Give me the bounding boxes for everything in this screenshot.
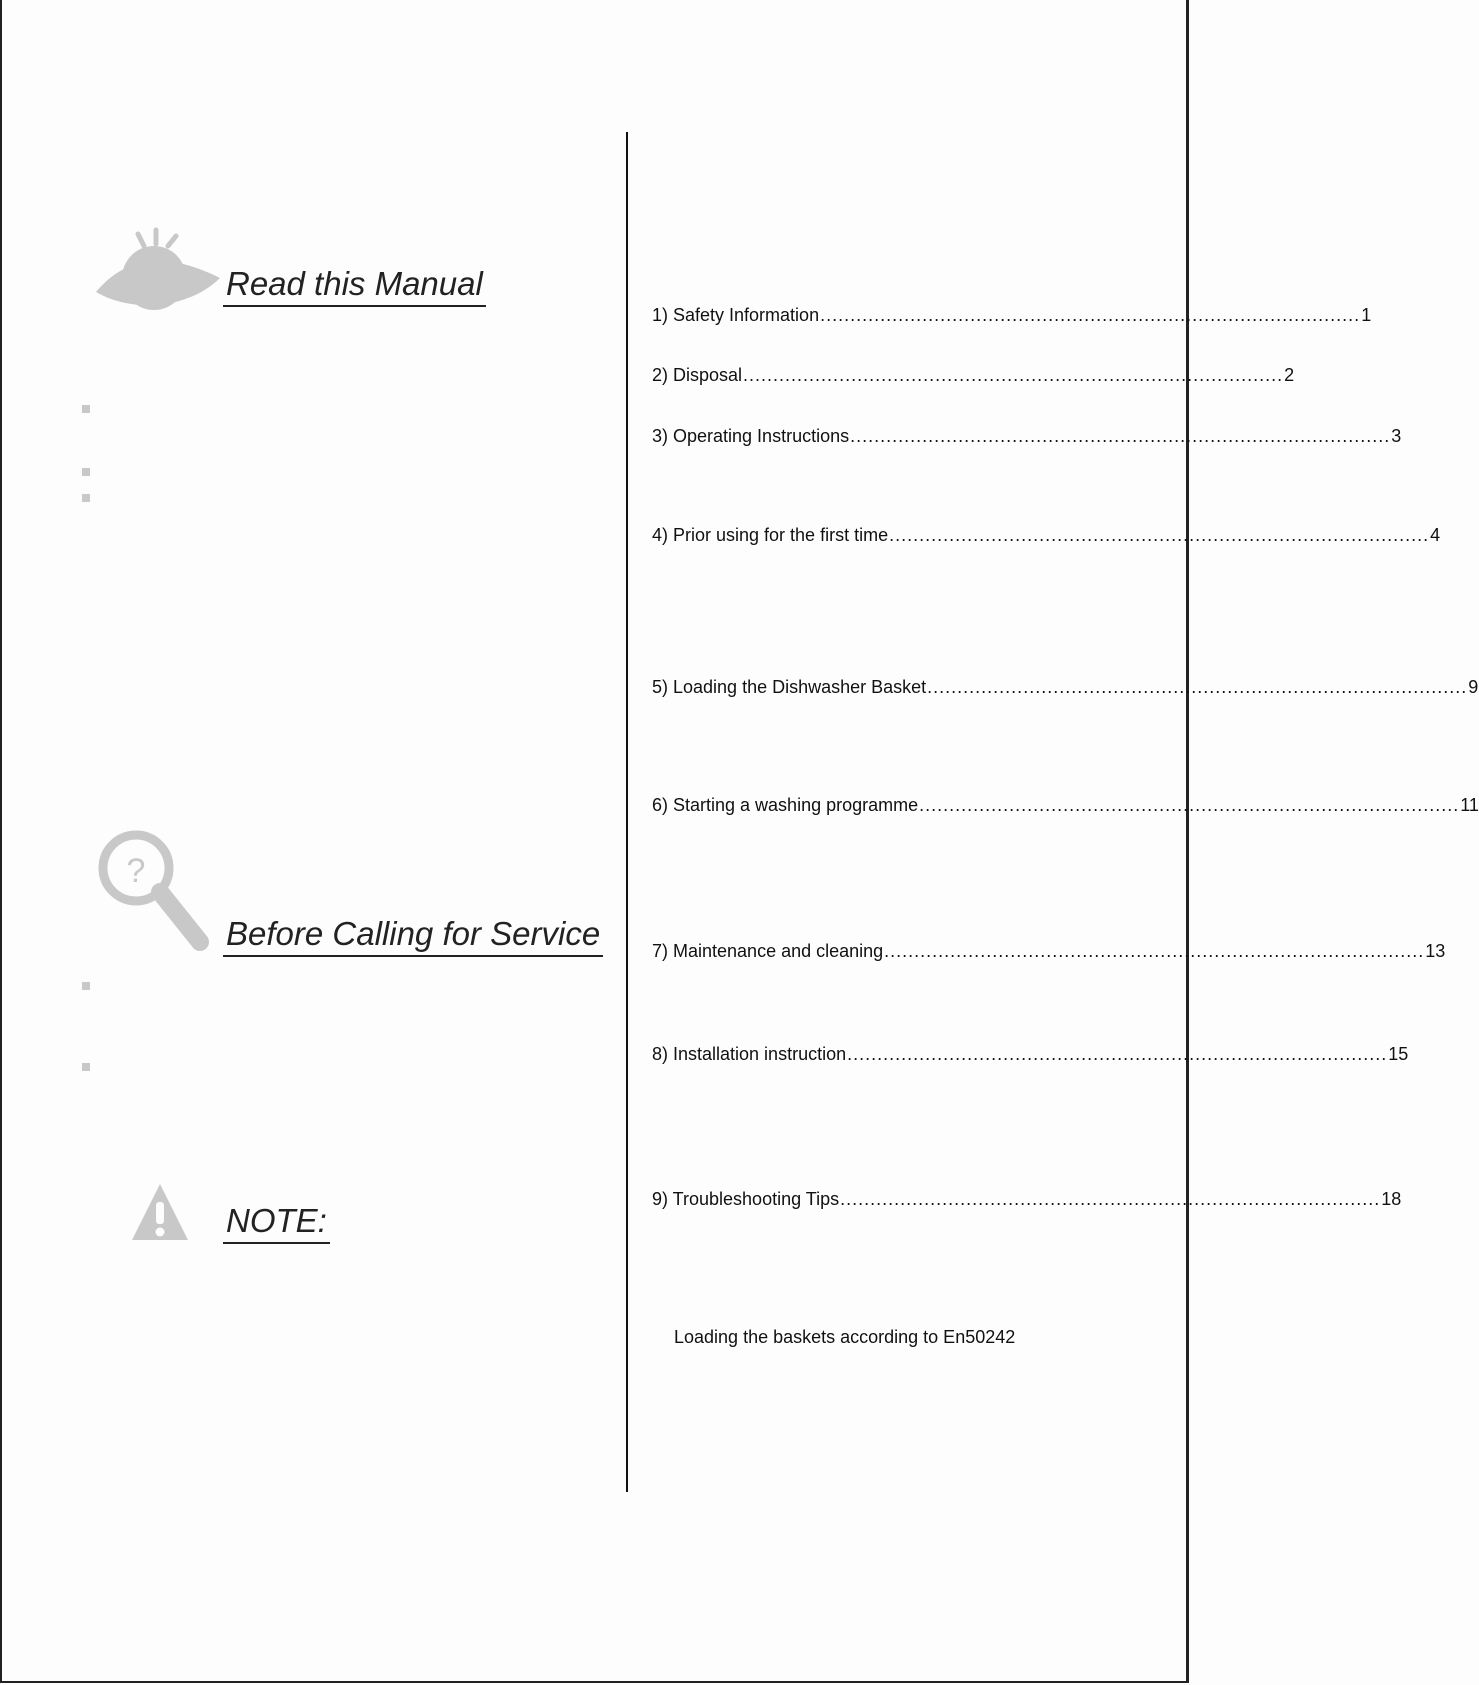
toc-title: 1) Safety Information: [652, 305, 820, 325]
toc-note: Loading the baskets according to En50242: [674, 1327, 1016, 1347]
toc-row: [652, 1186, 1402, 1210]
toc-page: 13: [1425, 941, 1446, 961]
toc-leader: ..........................................................................................: [884, 941, 1425, 961]
toc-title: 6) Starting a washing programme: [652, 795, 919, 815]
bullet-square: [82, 982, 90, 990]
toc-page: 11: [1460, 795, 1479, 815]
read-manual-heading: Read this Manual: [223, 266, 486, 307]
toc-row: [652, 938, 1446, 962]
toc-page: 9: [1468, 677, 1479, 697]
note-heading: NOTE:: [223, 1203, 330, 1244]
toc-title: 2) Disposal: [652, 365, 743, 385]
bullet-square: [82, 1063, 90, 1071]
toc-leader: ..........................................................................................: [840, 1189, 1381, 1209]
toc-title: 4) Prior using for the first time: [652, 525, 889, 545]
toc-row: [652, 522, 1441, 546]
toc-row: [652, 302, 1372, 326]
toc-page: 2: [1284, 365, 1295, 385]
toc-page: 15: [1388, 1044, 1409, 1064]
toc-leader: ..........................................................................................: [919, 795, 1460, 815]
toc-title: 7) Maintenance and cleaning: [652, 941, 884, 961]
column-divider: [626, 132, 628, 1492]
eye-icon: [94, 230, 224, 312]
magnifier-question-icon: [96, 828, 216, 956]
toc-row: [652, 792, 1479, 816]
toc-title: 9) Troubleshooting Tips: [652, 1189, 840, 1209]
toc-row: [652, 674, 1479, 698]
bullet-square: [82, 405, 90, 413]
toc-row: [652, 362, 1295, 386]
toc-row: [652, 1041, 1409, 1065]
toc-page: 1: [1361, 305, 1372, 325]
toc-page: 18: [1381, 1189, 1402, 1209]
before-service-heading: Before Calling for Service: [223, 916, 603, 957]
toc-leader: ..........................................................................................: [743, 365, 1284, 385]
toc-leader: ..........................................................................................: [889, 525, 1430, 545]
toc-leader: ..........................................................................................: [850, 426, 1391, 446]
toc-leader: ..........................................................................................: [820, 305, 1361, 325]
toc-title: 5) Loading the Dishwasher Basket: [652, 677, 927, 697]
bullet-square: [82, 468, 90, 476]
bullet-square: [82, 494, 90, 502]
toc-title: 8) Installation instruction: [652, 1044, 847, 1064]
toc-page: 3: [1391, 426, 1402, 446]
toc-title: 3) Operating Instructions: [652, 426, 850, 446]
question-mark-glyph: ?: [126, 852, 146, 890]
toc-leader: ..........................................................................................: [847, 1044, 1388, 1064]
toc-leader: ..........................................................................................: [927, 677, 1468, 697]
warning-icon: [130, 1182, 190, 1242]
toc-page: 4: [1430, 525, 1441, 545]
toc-row: [652, 423, 1402, 447]
